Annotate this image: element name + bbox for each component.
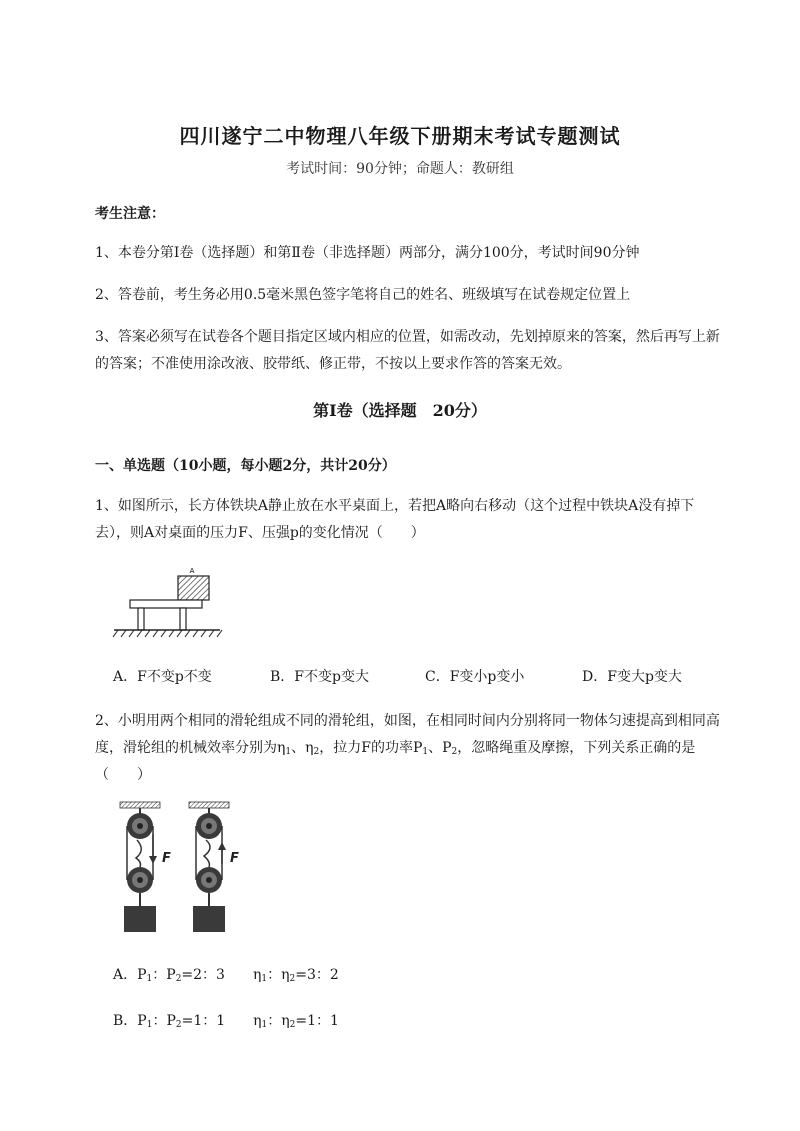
pulley-system-left xyxy=(120,802,160,932)
notice-item-3-cont: 的答案；不准使用涂改液、胶带纸、修正带，不按以上要求作答的答案无效。 xyxy=(95,356,571,372)
q1-table-block-figure xyxy=(110,562,225,642)
exam-subtitle: 考试时间：90分钟；命题人：教研组 xyxy=(286,161,514,177)
q2-option-a: A．$P_1$：$P_2=2$：3 $\eta_1$：$\eta_2=3$：2 xyxy=(113,967,339,984)
table-leg-left xyxy=(138,608,144,630)
q1-option-b: B．F不变p变大 xyxy=(270,669,369,685)
q1-text-line2: 去），则A对桌面的压力F、压强p的变化情况（ ） xyxy=(95,525,425,541)
notice-item-1: 1、本卷分第I卷（选择题）和第Ⅱ卷（非选择题）两部分，满分100分，考试时间90分钟 xyxy=(95,245,640,261)
table-top xyxy=(130,600,202,608)
iron-block-a xyxy=(178,576,209,600)
table-leg-right xyxy=(180,608,186,630)
q1-option-a: A．F不变p不变 xyxy=(113,669,212,685)
q2-text-line2: 度，滑轮组的机械效率分别为$\eta_1$、$\eta_2$，拉力F的功率$P_1$、$P_2$，忽略绳重及摩擦，下列关系正确的是 xyxy=(95,740,696,757)
q2-option-b: B．$P_1$：$P_2=1$：1 $\eta_1$：$\eta_2=1$：1 xyxy=(113,1013,339,1030)
force-label-right: F xyxy=(230,851,239,866)
q2-text-line3: （ ） xyxy=(95,767,151,783)
q1-option-d: D．F变大p变大 xyxy=(582,669,682,685)
q2-pulley-figure xyxy=(112,800,247,940)
ground-hatching xyxy=(113,630,222,637)
notice-heading: 考生注意： xyxy=(95,206,165,222)
q2-text-line1: 2、小明用两个相同的滑轮组成不同的滑轮组，如图，在相同时间内分别将同一物体匀速提高到相同高 xyxy=(95,713,720,729)
page-title: 四川遂宁二中物理八年级下册期末考试专题测试 xyxy=(179,124,621,148)
q1-option-c: C．F变小p变小 xyxy=(425,669,525,685)
block-label: A xyxy=(189,567,195,575)
part-heading: 一、单选题（10小题，每小题2分，共计20分） xyxy=(95,458,396,474)
notice-item-3: 3、答案必须写在试卷各个题目指定区域内相应的位置，如需改动，先划掉原来的答案，然后再写上新 xyxy=(95,329,720,345)
pulley-system-right xyxy=(189,802,229,932)
q1-text-line1: 1、如图所示，长方体铁块A静止放在水平桌面上，若把A略向右移动（这个过程中铁块A没有掉下 xyxy=(95,498,695,514)
section-title: 第I卷（选择题 20分） xyxy=(313,401,487,420)
notice-item-2: 2、答卷前，考生务必用0.5毫米黑色签字笔将自己的姓名、班级填写在试卷规定位置上 xyxy=(95,287,631,303)
force-label-left: F xyxy=(162,851,171,866)
